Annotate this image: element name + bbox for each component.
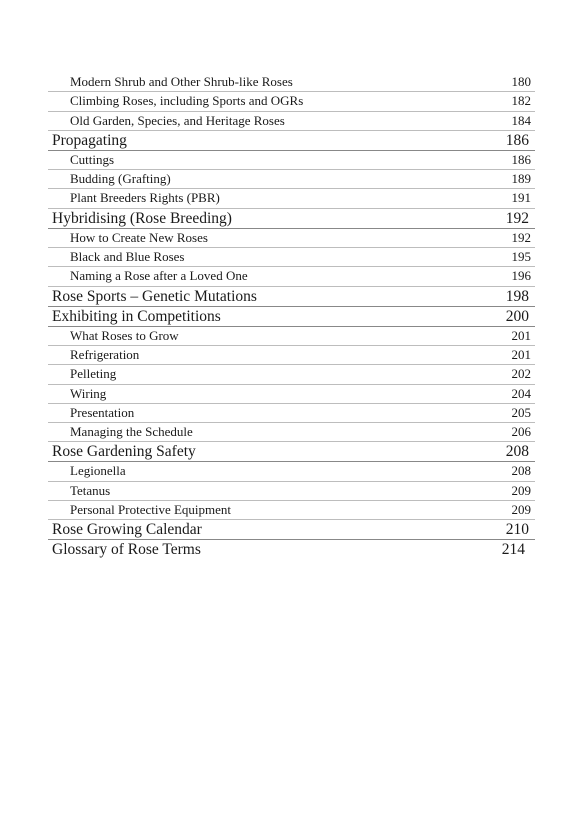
- toc-subsection-entry: [48, 346, 535, 365]
- toc-entry-title: Wiring: [70, 385, 107, 401]
- toc-entry-title: Black and Blue Roses: [70, 249, 185, 265]
- toc-subsection-entry: [48, 385, 535, 404]
- toc-entry-title: Propagating: [52, 131, 127, 149]
- toc-subsection-entry: [48, 327, 535, 346]
- toc-subsection-entry: [48, 92, 535, 111]
- toc-entry-title: Exhibiting in Competitions: [52, 307, 221, 325]
- toc-page-number: 186: [505, 131, 529, 149]
- toc-page-number: 192: [511, 229, 531, 245]
- toc-page-number: 180: [511, 74, 531, 89]
- toc-entry-title: Rose Sports – Genetic Mutations: [52, 287, 257, 305]
- toc-subsection-entry: [48, 423, 535, 442]
- toc-entry-title: Naming a Rose after a Loved One: [70, 268, 248, 284]
- toc-section-entry: [48, 209, 535, 229]
- toc-page-number: 192: [505, 209, 529, 227]
- toc-page-number: 196: [511, 268, 531, 284]
- toc-subsection-entry: [48, 482, 535, 501]
- toc-entry-title: Refrigeration: [70, 346, 140, 362]
- table-of-contents: [48, 73, 535, 559]
- toc-subsection-entry: [48, 73, 535, 92]
- toc-subsection-entry: [48, 462, 535, 481]
- toc-entry-title: Presentation: [70, 404, 135, 420]
- toc-subsection-entry: [48, 189, 535, 208]
- toc-entry-title: Tetanus: [70, 482, 111, 498]
- toc-entry-title: Hybridising (Rose Breeding): [52, 209, 232, 227]
- toc-section-entry: [48, 131, 535, 151]
- toc-entry-title: Cuttings: [70, 151, 115, 167]
- toc-subsection-entry: [48, 404, 535, 423]
- toc-entry-title: Plant Breeders Rights (PBR): [70, 190, 220, 206]
- toc-page-number: 195: [511, 249, 531, 265]
- toc-page-number: 186: [511, 151, 531, 167]
- toc-page-number: 208: [511, 463, 531, 479]
- toc-page-number: 198: [505, 287, 529, 305]
- toc-subsection-entry: [48, 365, 535, 384]
- toc-entry-title: What Roses to Grow: [70, 327, 179, 343]
- toc-entry-title: Modern Shrub and Other Shrub-like Roses: [70, 74, 293, 89]
- toc-page-number: 184: [511, 112, 531, 128]
- toc-entry-title: Old Garden, Species, and Heritage Roses: [70, 112, 285, 128]
- toc-entry-title: Personal Protective Equipment: [70, 502, 232, 518]
- toc-subsection-entry: [48, 267, 535, 286]
- toc-page-number: 182: [511, 93, 531, 109]
- toc-entry-title: Budding (Grafting): [70, 171, 171, 187]
- toc-page-number: 189: [511, 171, 531, 187]
- toc-entry-title: Climbing Roses, including Sports and OGRs: [70, 93, 304, 109]
- toc-entry-title: Pelleting: [70, 366, 117, 382]
- toc-page-number: 202: [511, 366, 531, 382]
- toc-subsection-entry: [48, 151, 535, 170]
- toc-entry-title: Rose Growing Calendar: [52, 521, 202, 539]
- toc-page-number: 191: [511, 190, 531, 206]
- toc-subsection-entry: [48, 248, 535, 267]
- toc-entry-title: Glossary of Rose Terms: [52, 541, 201, 559]
- toc-page-number: 210: [505, 521, 529, 539]
- toc-page-number: 201: [511, 346, 531, 362]
- toc-section-entry: [48, 520, 535, 540]
- toc-subsection-entry: [48, 112, 535, 131]
- toc-section-entry: [48, 287, 535, 307]
- toc-section-entry: [48, 307, 535, 327]
- toc-page-number: 205: [511, 404, 531, 420]
- toc-page-number: 204: [511, 385, 531, 401]
- toc-entry-title: Legionella: [70, 463, 126, 479]
- toc-page-number: 214: [501, 541, 525, 559]
- toc-entry-title: How to Create New Roses: [70, 229, 208, 245]
- toc-entry-title: Managing the Schedule: [70, 424, 193, 440]
- toc-section-entry: [48, 442, 535, 462]
- toc-entry-title: Rose Gardening Safety: [52, 443, 196, 461]
- toc-page-number: 201: [511, 327, 531, 343]
- toc-subsection-entry: [48, 229, 535, 248]
- toc-subsection-entry: [48, 170, 535, 189]
- toc-page-number: 208: [505, 443, 529, 461]
- toc-page-number: 209: [511, 482, 531, 498]
- toc-subsection-entry: [48, 501, 535, 520]
- toc-section-entry: [48, 540, 535, 559]
- toc-page-number: 200: [505, 307, 529, 325]
- toc-page-number: 209: [511, 502, 531, 518]
- toc-page-number: 206: [511, 424, 531, 440]
